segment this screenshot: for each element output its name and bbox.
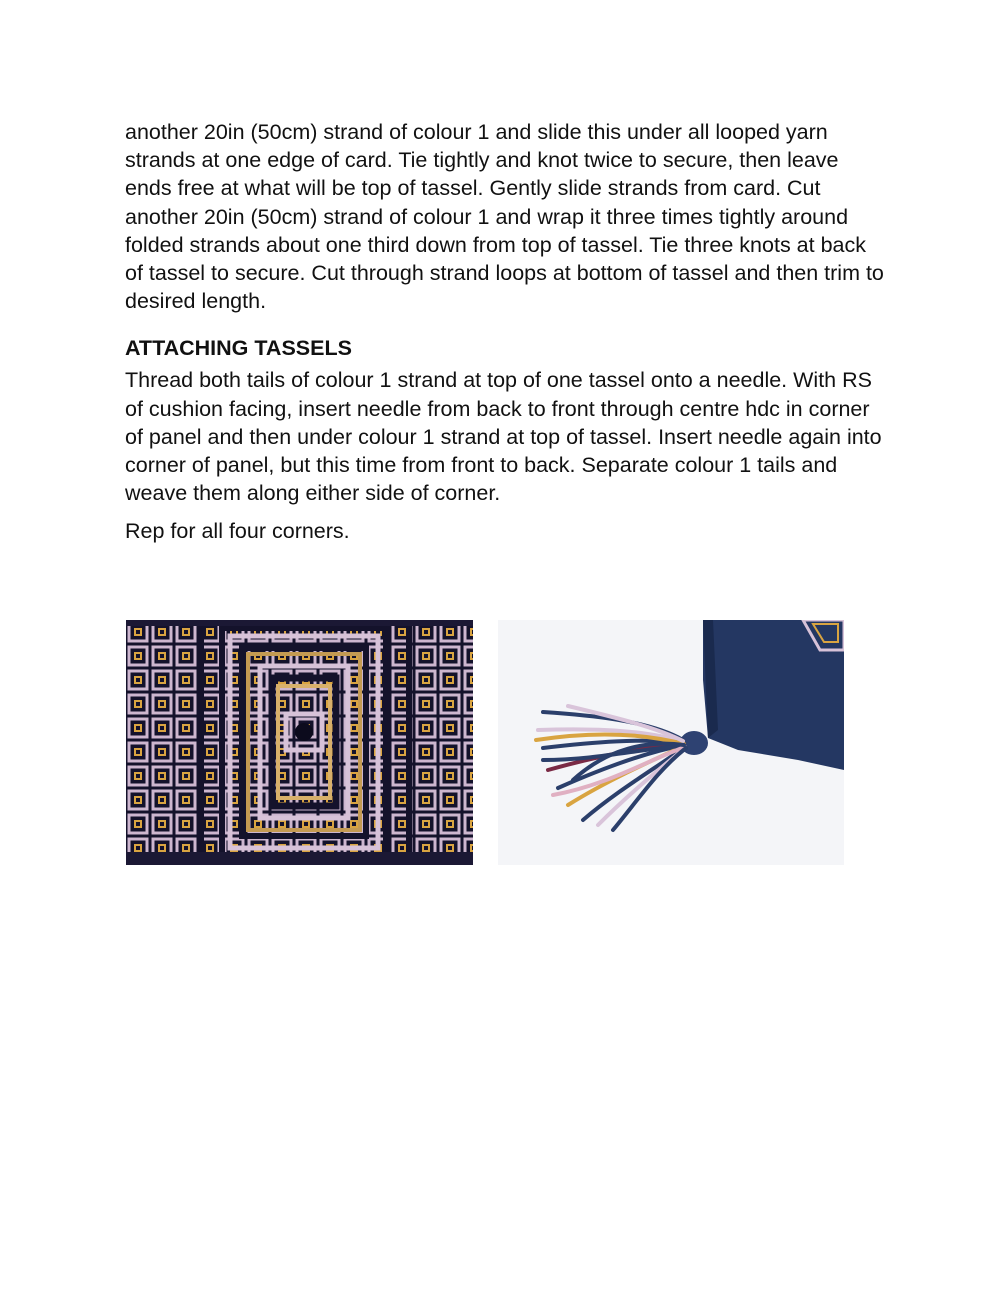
crochet-panel-photo bbox=[126, 620, 473, 865]
section-heading: ATTACHING TASSELS bbox=[125, 336, 352, 361]
tassel-photo bbox=[498, 620, 844, 865]
body-paragraph: Rep for all four corners. bbox=[125, 519, 350, 544]
tassel-image bbox=[498, 620, 844, 865]
body-paragraph: another 20in (50cm) strand of colour 1 and slide this under all looped yarn strands at one edge of card. Tie tightly and knot twice to secure, then leave ends free at what will be top of tassel. Gently slide strands from card. Cut another 20in (50cm) strand of colour 1 and wrap it three times tightly around folded strands about one third down from top of tassel. Tie three knots at back of tassel to secure. Cut through strand loops at bottom of tassel and then trim to desired length. bbox=[125, 120, 884, 314]
body-paragraph: Thread both tails of colour 1 strand at top of one tassel onto a needle. With RS of cushion facing, insert needle from back to front through centre hdc in corner of panel and then under colour 1 strand at top of tassel. Insert needle again into corner of panel, but this time from front to back. Separate colour 1 tails and weave them along either side of corner. bbox=[125, 368, 882, 506]
document-body bbox=[125, 118, 885, 546]
crochet-pattern-image bbox=[126, 620, 473, 865]
